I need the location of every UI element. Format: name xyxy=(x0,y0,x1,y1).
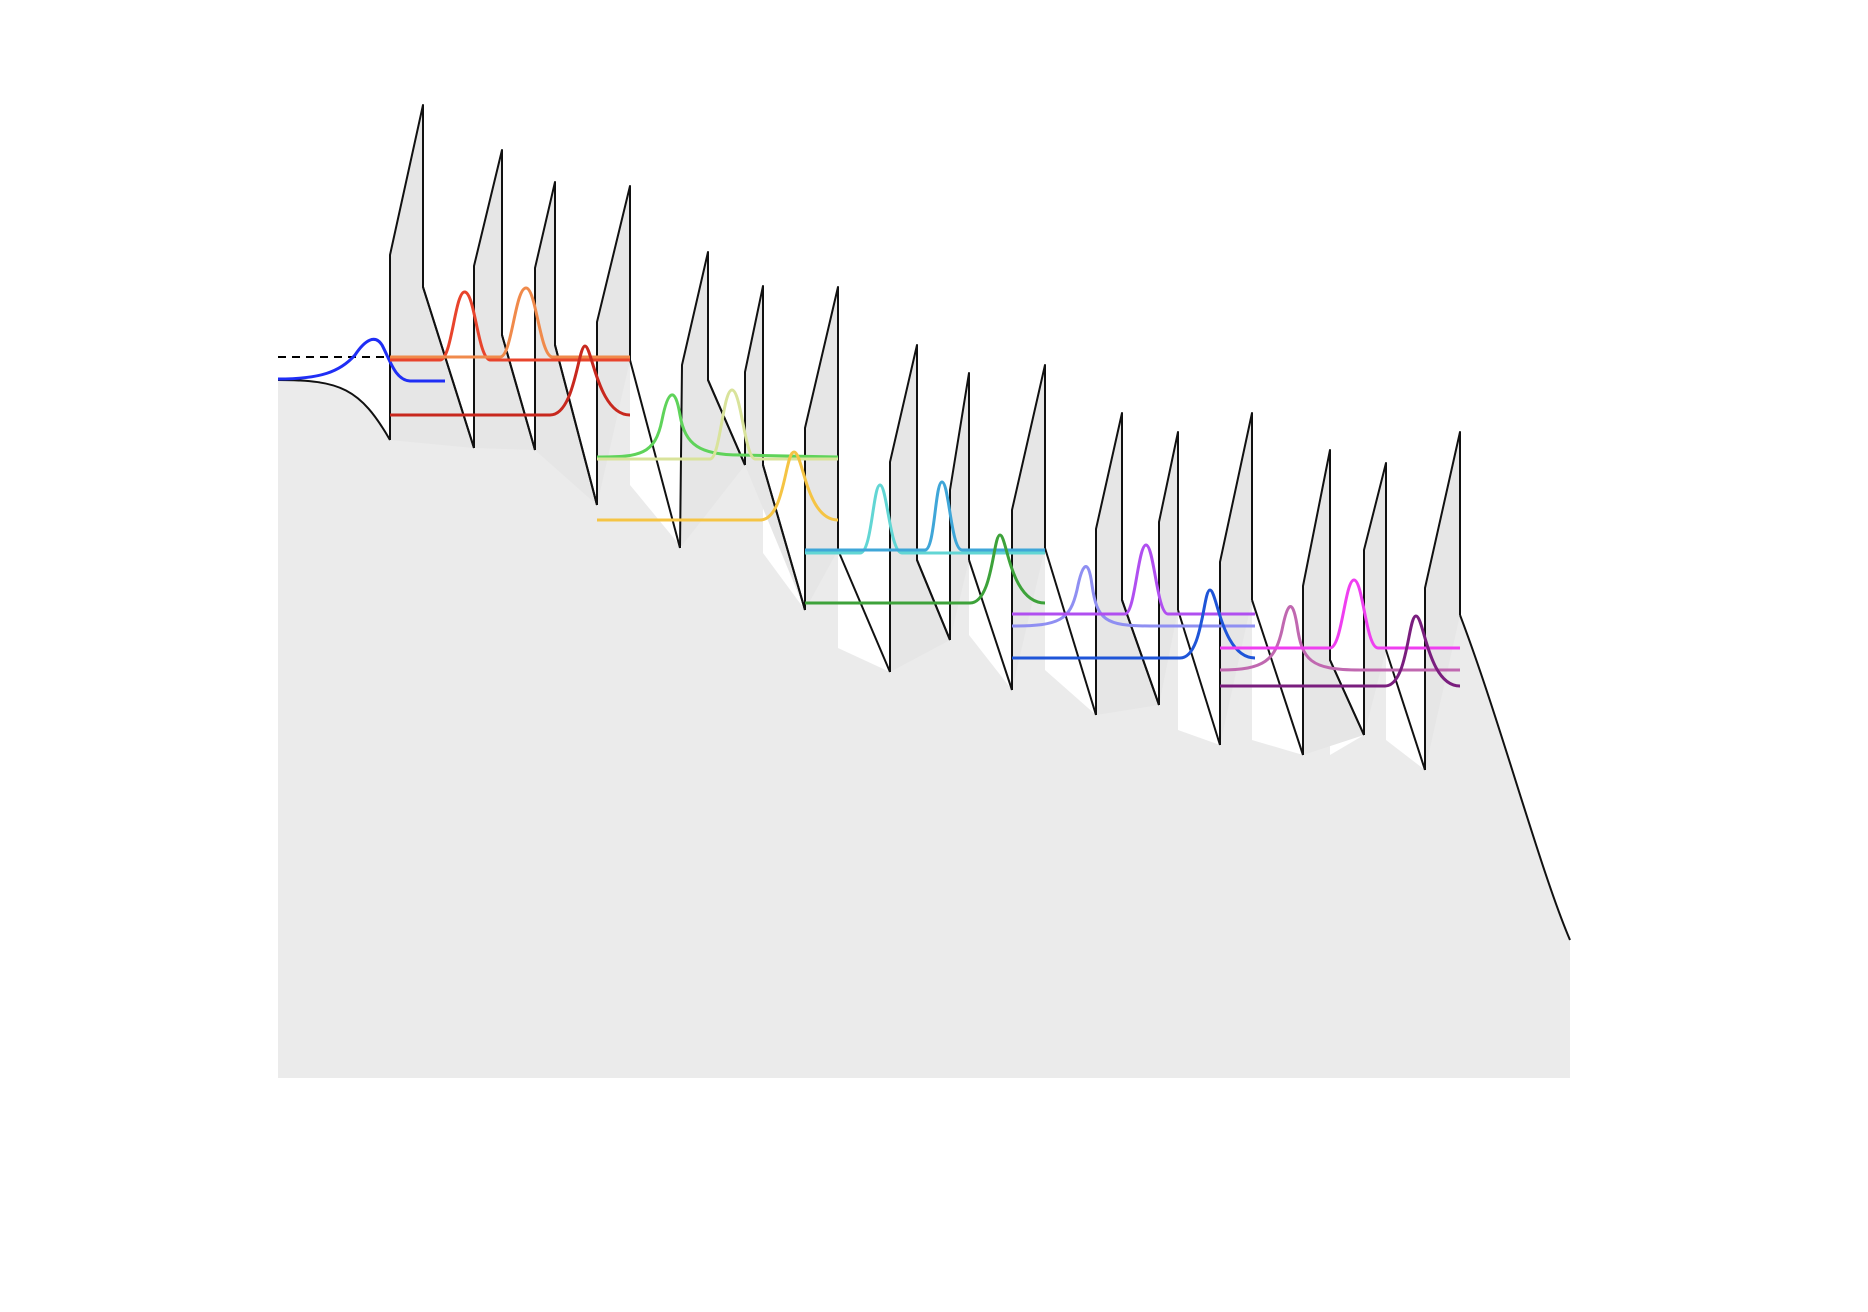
barrier-14 xyxy=(1303,450,1364,755)
barrier-1 xyxy=(390,105,474,448)
barrier-11 xyxy=(1096,413,1159,715)
wavepacket-3a xyxy=(805,485,1045,553)
barrier-8 xyxy=(890,345,950,672)
wavepacket-4b xyxy=(1012,545,1255,614)
barrier-2 xyxy=(474,150,535,450)
wavepacket-3b xyxy=(805,482,1045,550)
